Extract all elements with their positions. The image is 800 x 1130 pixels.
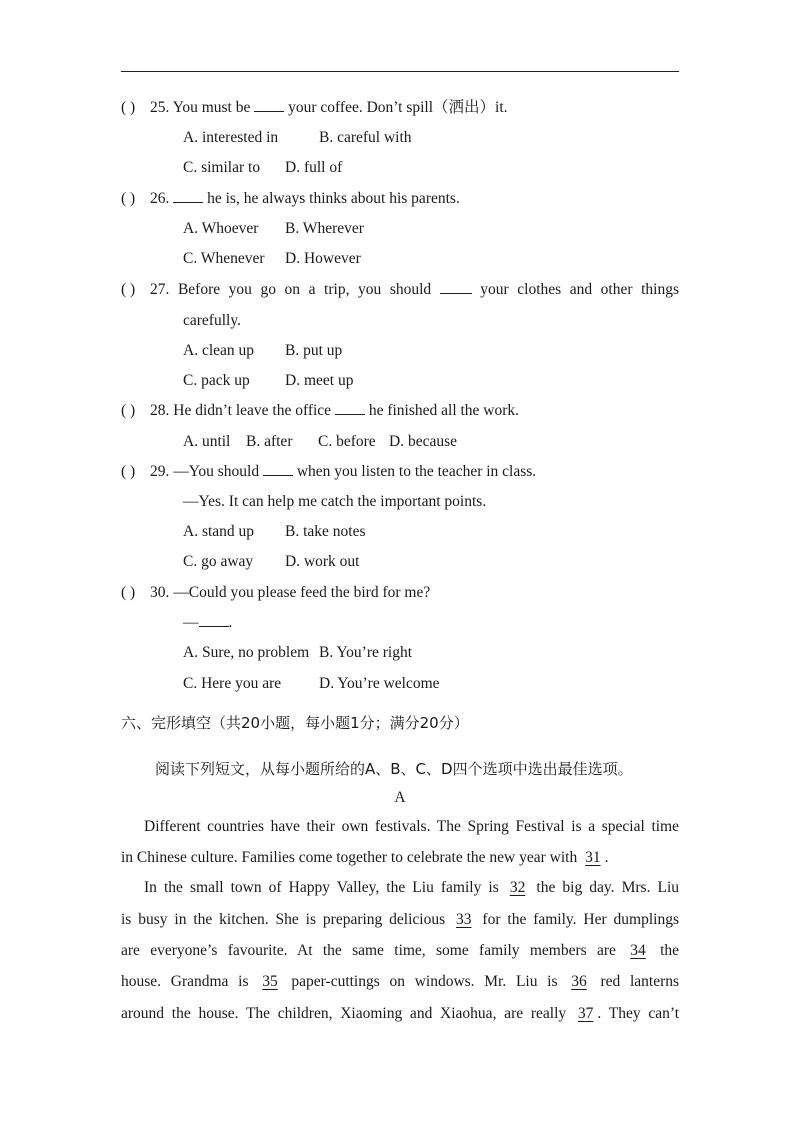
header-rule [121,71,679,72]
passage-line: In the small town of Happy Valley, the Liu family is 32 the big day. Mrs. Liu [144,879,680,896]
blank-33[interactable]: 33 [456,911,472,928]
answer-blank [199,614,229,627]
answer-blank [440,281,472,294]
blank-36[interactable]: 36 [571,973,587,990]
blank-37[interactable]: 37 [577,1005,594,1022]
answer-blank [173,190,203,203]
passage-line: Different countries have their own festivals. The Spring Festival is a special time [144,818,679,835]
passage-line: in Chinese culture. Families come together to celebrate the new year with 31 . [121,849,609,866]
exam-page: ( ) 25. You must be your coffee. Don’t spill（洒出）it. A. interested in B. careful with C. similar to D. full of ( ) 26. he is, he always thinks about his parents. A. Whoever B. Wherever C. Whenever D. However ( ) 27. Before you go on a trip, you should your clothes and other things carefully. A. clean up B. put up C. pack up D. meet up ( ) 28. He didn’t leave the office he finished all the work. A. until B. after C. before D. because ( ) 29. —You should when you listen to the teacher in class. —Yes. It can help me catch the important points. A. stand up B. take notes C. go away D. work out ( ) 30. —Could you please feed the bird for me? — . A. Sure, no problem B. You’re right C. Here you are D. You’re welcome 六、完形填空（共20小题，每小题1分；满分20分） 阅读下列短文，从每小题所给的A、B、C、D四个选项中选出最佳选项。 A Different countries have their own festivals. The Spring Festival is a special time in Chinese culture. Families come together to celebrate the new year with 31 . In the small town of Happy Valley, the Liu family is 32 the big day. Mrs. Liu is busy in the kitchen. She is preparing delicious 33 for the family. Her dumplings are everyone’s favourite. At the same time, some family members are 34 the house. Grandma is 35 paper-cuttings on windows. Mr. Liu is 36 red lanterns around the house. The children, Xiaoming and Xiaohua, are really 37 . They can’t [0,0,800,1130]
answer-blank [263,463,293,476]
blank-34[interactable]: 34 [630,942,646,959]
passage-label: A [394,789,406,806]
passage-line: house. Grandma is 35 paper-cuttings on windows. Mr. Liu is 36 red lanterns [121,973,680,990]
answer-blank [254,99,284,112]
section-instruction: 阅读下列短文，从每小题所给的A、B、C、D四个选项中选出最佳选项。 [155,760,633,778]
passage-line: around the house. The children, Xiaoming and Xiaohua, are really 37 . They can’t [121,1005,680,1022]
answer-paren[interactable]: ( ) [121,99,136,116]
passage-line: are everyone’s favourite. At the same time, some family members are 34 the [121,942,679,959]
passage-line: is busy in the kitchen. She is preparing delicious 33 for the family. Her dumplings [121,911,679,928]
blank-32[interactable]: 32 [509,879,526,896]
blank-35[interactable]: 35 [262,973,278,990]
answer-blank [335,402,365,415]
section-title: 六、完形填空（共20小题，每小题1分；满分20分） [121,714,469,732]
blank-31[interactable]: 31 [585,849,601,866]
